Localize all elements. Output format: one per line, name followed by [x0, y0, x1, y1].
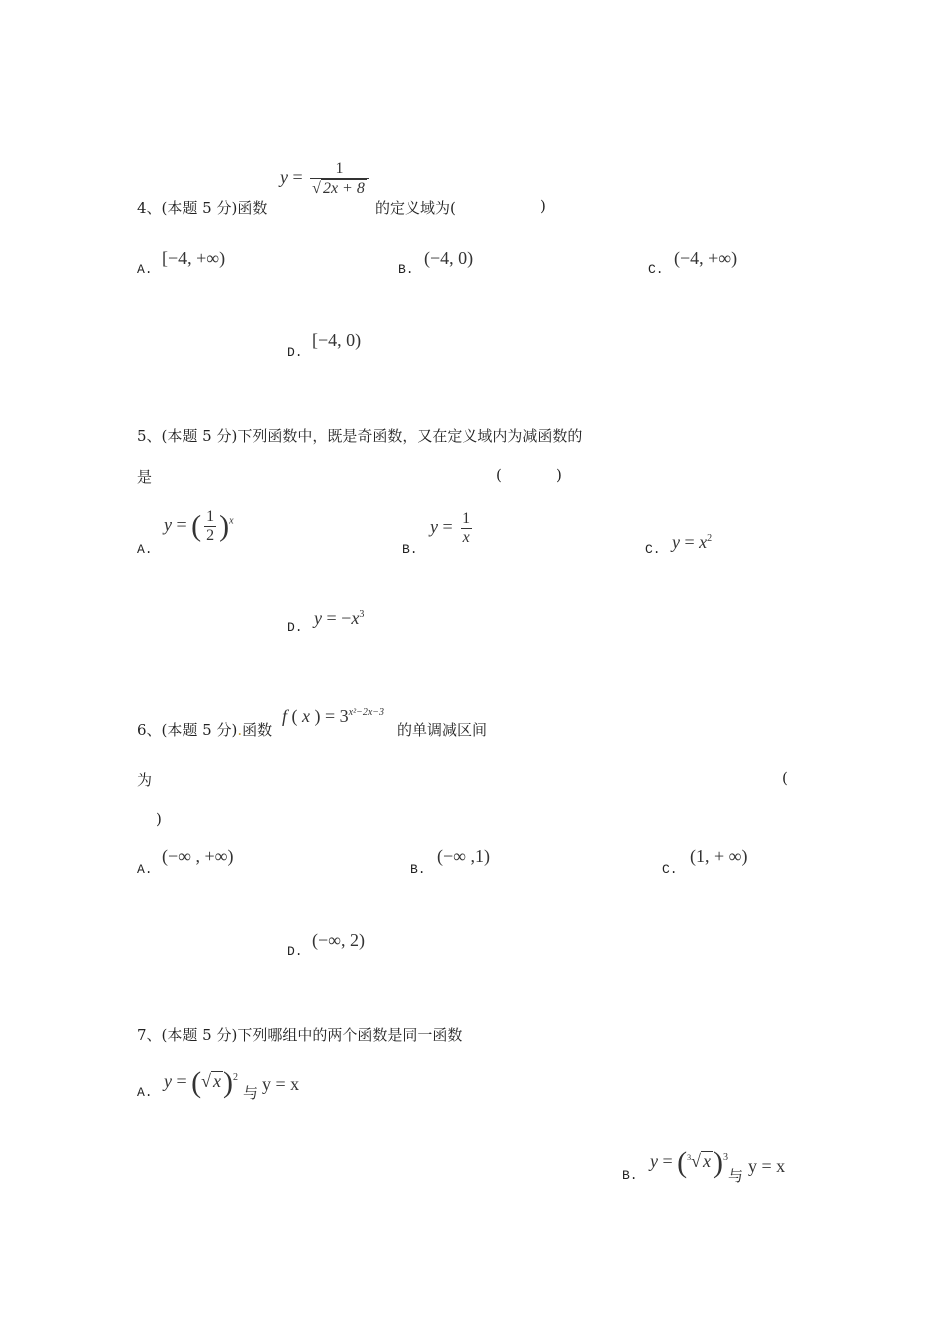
- q7-option-a-rhs: y = x: [262, 1074, 300, 1094]
- q7-prompt: 7、(本题 5 分)下列哪组中的两个函数是同一函数: [137, 1026, 463, 1044]
- q6-option-b-label[interactable]: B.: [410, 862, 426, 877]
- q4-option-d-label[interactable]: D.: [287, 345, 303, 360]
- q5-option-c-value: $y = x^2$: [672, 532, 713, 552]
- q5-paren-close: ): [556, 466, 562, 484]
- q6-option-b-value: (−∞ ,1): [437, 846, 490, 866]
- q6-option-c-label[interactable]: C.: [662, 862, 678, 877]
- q4-option-b-value: (−4, 0): [424, 248, 474, 268]
- q4-prompt: 4、(本题 5 分)函数: [137, 199, 268, 217]
- q5-option-d-label[interactable]: D.: [287, 620, 303, 635]
- q6-prompt-post: 的单调减区间: [397, 721, 488, 739]
- q5-option-b-value: y = $\frac{1}{x}$: [430, 510, 471, 546]
- q7-option-a-connector: 与: [243, 1084, 259, 1102]
- q6-prompt-cont: 为: [137, 771, 153, 789]
- q4-formula: y = $\frac{1}{√ 2x + 8}$: [280, 160, 372, 198]
- q6-option-a-value: (−∞ , +∞): [162, 846, 234, 866]
- q5-prompt: 5、(本题 5 分)下列函数中，既是奇函数，又在定义域内为减函数的: [137, 427, 583, 445]
- q7-option-b-rhs: y = x: [748, 1156, 786, 1176]
- q7-option-a-label[interactable]: A.: [137, 1085, 153, 1100]
- q5-option-b-label[interactable]: B.: [402, 542, 418, 557]
- q5-option-a-label[interactable]: A.: [137, 542, 153, 557]
- q6-option-d-value: (−∞, 2): [312, 930, 365, 950]
- q6-option-d-label[interactable]: D.: [287, 944, 303, 959]
- q4-option-c-value: (−4, +∞): [674, 248, 738, 268]
- q5-option-c-label[interactable]: C.: [645, 542, 661, 557]
- q4-paren-close: ): [540, 197, 546, 215]
- q5-option-a-value: y = ( $\frac{1}{2}$ )$^x$: [164, 508, 234, 544]
- q4-option-a-value: [−4, +∞): [162, 248, 226, 268]
- q4-option-a-label[interactable]: A.: [137, 262, 153, 277]
- q7-option-b-label[interactable]: B.: [622, 1168, 638, 1183]
- q6-option-a-label[interactable]: A.: [137, 862, 153, 877]
- q6-formula: f ( x ) = $3^{x^2-2x-3}$: [282, 706, 385, 726]
- q6-paren-open: (: [782, 769, 788, 787]
- q7-option-a-value: y = (√ x)$^2$: [164, 1066, 239, 1099]
- q7-option-b-connector: 与: [728, 1167, 744, 1185]
- q6-paren-close: ): [156, 810, 162, 828]
- q4-prompt-post: 的定义域为(: [375, 199, 456, 217]
- q5-prompt-cont: 是: [137, 468, 153, 486]
- q5-option-d-value: $y = -x^3$: [314, 608, 365, 628]
- q6-option-c-value: (1, + ∞): [690, 846, 748, 866]
- q7-option-b-value: y = ($^3$√ x)$^3$: [650, 1146, 729, 1179]
- q4-option-c-label[interactable]: C.: [648, 262, 664, 277]
- q4-option-d-value: [−4, 0): [312, 330, 362, 350]
- q5-paren-open: (: [496, 466, 502, 484]
- q6-prompt: 6、(本题 5 分).函数: [137, 721, 273, 739]
- q4-option-b-label[interactable]: B.: [398, 262, 414, 277]
